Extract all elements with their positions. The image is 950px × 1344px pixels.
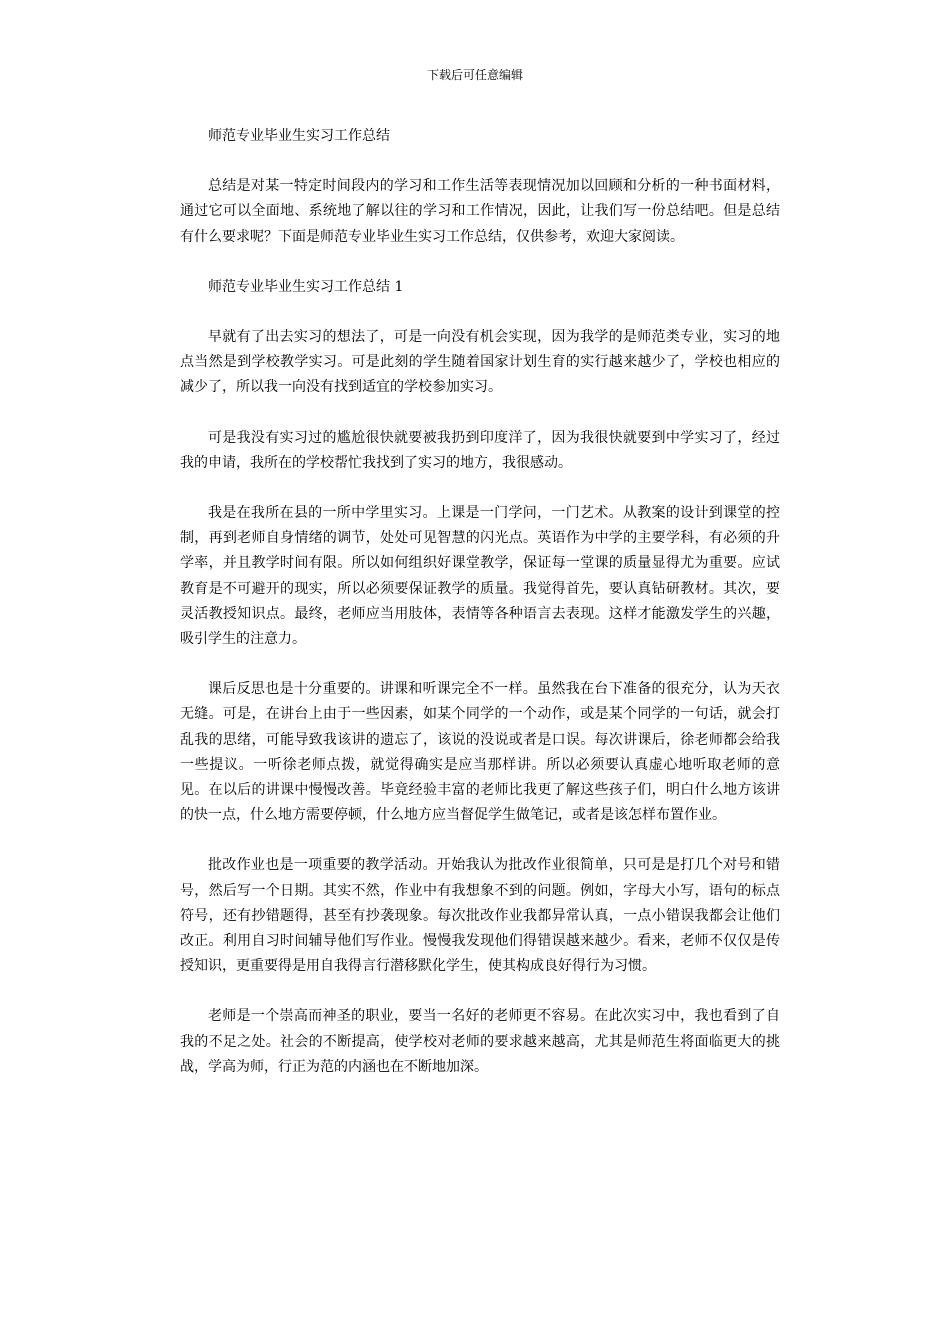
header-note: 下载后可任意编辑 [426,68,523,82]
body-paragraph: 课后反思也是十分重要的。讲课和听课完全不一样。虽然我在台下准备的很充分，认为天衣无缝。可是，在讲台上由于一些因素，如某个同学的一个动作，或是某个同学的一句话，就会打乱我的思绪，可能导致我该讲的遗忘了，该说的没说或者是口误。每次讲课后，徐老师都会给我一些提议。一听徐老师点拨，就觉得确实是应当那样讲。所以必须要认真虚心地听取老师的意见。在以后的讲课中慢慢改善。毕竟经验丰富的老师比我更了解这些孩子们，明白什么地方该讲的快一点，什么地方需要停顿，什么地方应当督促学生做笔记，或者是该怎样布置作业。 [180,681,780,824]
intro-paragraph: 总结是对某一特定时间段内的学习和工作生活等表现情况加以回顾和分析的一种书面材料，通过它可以全面地、系统地了解以往的学习和工作情况，因此，让我们写一份总结吧。但是总结有什么要求呢？下面是师范专业毕业生实习工作总结，仅供参考，欢迎大家阅读。 [180,178,780,245]
document-body [180,124,780,1105]
body-paragraph: 可是我没有实习过的尴尬很快就要被我扔到印度洋了，因为我很快就要到中学实习了，经过我的申请，我所在的学校帮忙我找到了实习的地方，我很感动。 [180,429,780,471]
document-title: 师范专业毕业生实习工作总结 [208,128,390,144]
body-paragraph: 老师是一个崇高而神圣的职业，要当一名好的老师更不容易。在此次实习中，我也看到了自我的不足之处。社会的不断提高，使学校对老师的要求越来越高，尤其是师范生将面临更大的挑战，学高为师，行正为范的内涵也在不断地加深。 [180,1008,780,1075]
body-paragraph: 早就有了出去实习的想法了，可是一向没有机会实现，因为我学的是师范类专业，实习的地点当然是到学校教学实习。可是此刻的学生随着国家计划生育的实行越来越少了，学校也相应的减少了，所以我一向没有找到适宜的学校参加实习。 [180,329,780,396]
body-paragraph: 我是在我所在县的一所中学里实习。上课是一门学问，一门艺术。从教案的设计到课堂的控制，再到老师自身情绪的调节，处处可见智慧的闪光点。英语作为中学的主要学科，有必须的升学率，并且教学时间有限。所以如何组织好课堂教学，保证每一堂课的质量显得尤为重要。应试教育是不可避开的现实，所以必须要保证教学的质量。我觉得首先，要认真钻研教材。其次，要灵活教授知识点。最终，老师应当用肢体，表情等各种语言去表现。这样才能激发学生的兴趣，吸引学生的注意力。 [180,505,780,648]
section-title: 师范专业毕业生实习工作总结 1 [208,278,404,295]
body-paragraph: 批改作业也是一项重要的教学活动。开始我认为批改作业很简单，只可是是打几个对号和错号，然后写一个日期。其实不然，作业中有我想象不到的问题。例如，字母大小写，语句的标点符号，还有抄错题得，甚至有抄袭现象。每次批改作业我都异常认真，一点小错误我都会让他们改正。利用自习时间辅导他们写作业。慢慢我发现他们得错误越来越少。看来，老师不仅仅是传授知识，更重要得是用自我得言行潜移默化学生，使其构成良好得行为习惯。 [180,857,780,975]
